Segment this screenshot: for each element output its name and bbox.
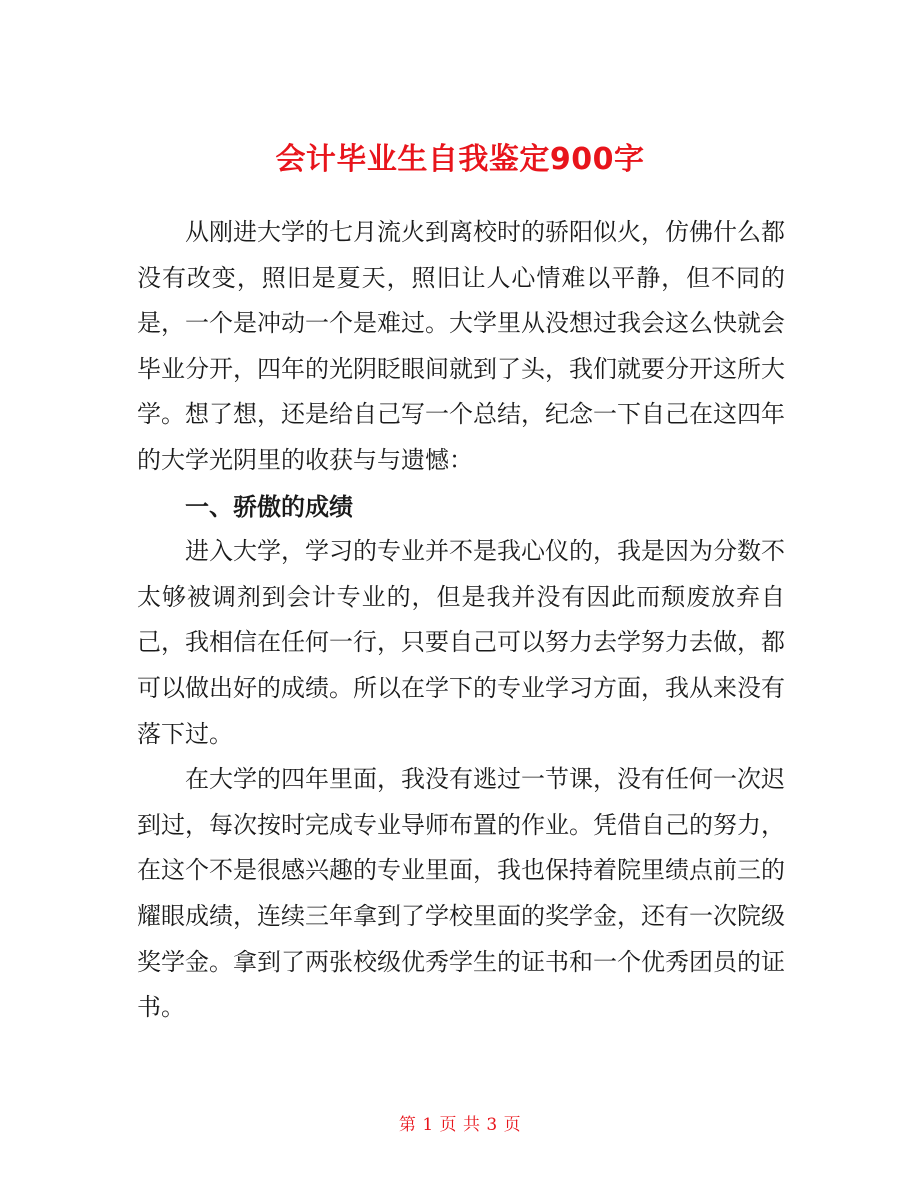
paragraph-major: 进入大学，学习的专业并不是我心仪的，我是因为分数不太够被调剂到会计专业的，但是我并没有因此而颓废放弃自己，我相信在任何一行，只要自己可以努力去学努力去做，都可以做出好的成绩。所以在学下的专业学习方面，我从来没有落下过。 bbox=[137, 537, 785, 748]
page-footer bbox=[0, 1110, 920, 1140]
document-title: 会计毕业生自我鉴定900字 bbox=[275, 142, 645, 178]
section-heading: 一、骄傲的成绩 bbox=[185, 491, 353, 521]
page-number-label: 第 1 页 共 3 页 bbox=[398, 1115, 522, 1135]
paragraph-achievements: 在大学的四年里面，我没有逃过一节课，没有任何一次迟到过，每次按时完成专业导师布置的作业。凭借自己的努力，在这个不是很感兴趣的专业里面，我也保持着院里绩点前三的耀眼成绩，连续三年拿到了学校里面的奖学金，还有一次院级奖学金。拿到了两张校级优秀学生的证书和一个优秀团员的证书。 bbox=[137, 765, 785, 1022]
document-body bbox=[137, 210, 785, 1031]
paragraph-intro: 从刚进大学的七月流火到离校时的骄阳似火，仿佛什么都没有改变，照旧是夏天，照旧让人心情难以平静，但不同的是，一个是冲动一个是难过。大学里从没想过我会这么快就会毕业分开，四年的光阴眨眼间就到了头，我们就要分开这所大学。想了想，还是给自己写一个总结，纪念一下自己在这四年的大学光阴里的收获与与遗憾： bbox=[137, 218, 785, 474]
